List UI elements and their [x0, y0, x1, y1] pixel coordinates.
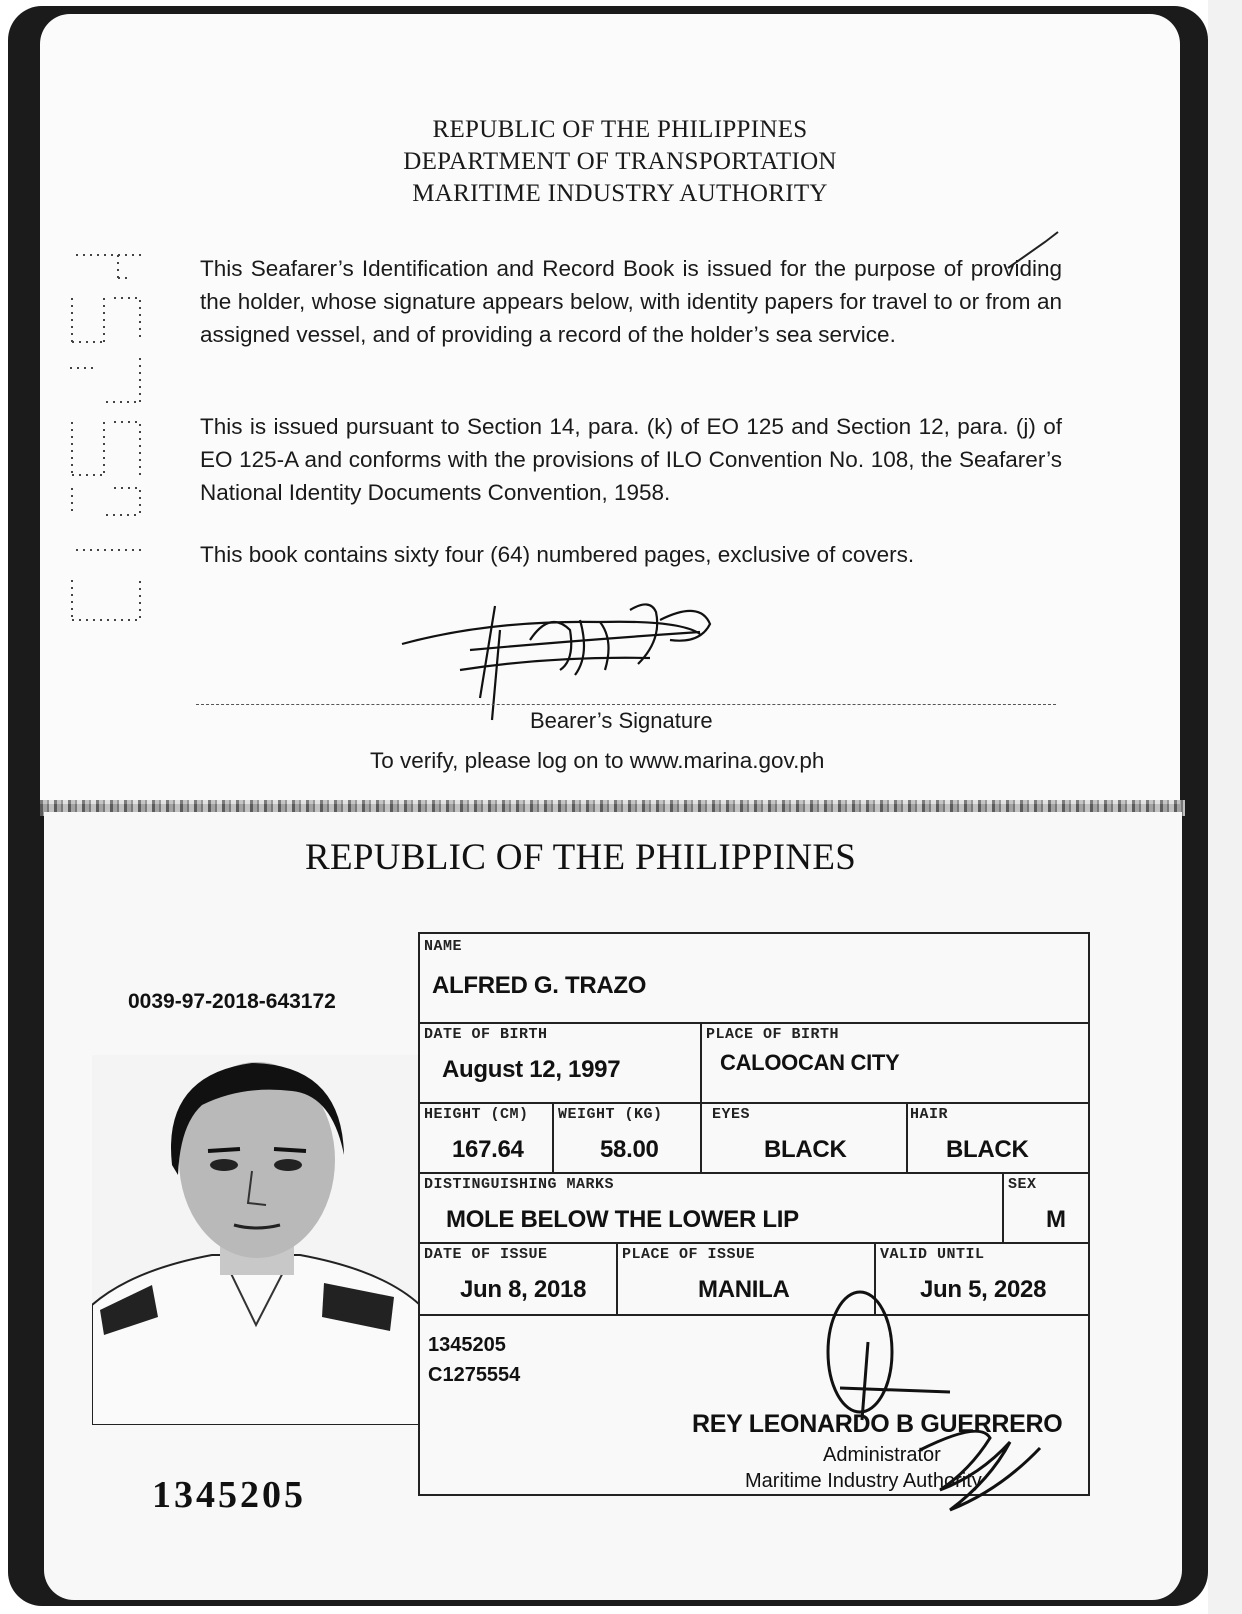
hair-value: BLACK — [946, 1136, 1029, 1163]
place-of-birth: CALOOCAN CITY — [720, 1050, 900, 1075]
issue-place-label: PLACE OF ISSUE — [622, 1246, 756, 1263]
weight-value: 58.00 — [600, 1136, 659, 1163]
height-label: HEIGHT (CM) — [424, 1106, 529, 1123]
height-value: 167.64 — [452, 1136, 524, 1163]
scan-edge — [1208, 0, 1242, 1614]
holder-photo — [92, 1055, 420, 1425]
name-label: NAME — [424, 938, 463, 955]
dob-label: DATE OF BIRTH — [424, 1026, 548, 1043]
pob-label: PLACE OF BIRTH — [706, 1026, 840, 1043]
distinguishing-marks: MOLE BELOW THE LOWER LIP — [446, 1206, 799, 1233]
marks-label: DISTINGUISHING MARKS — [424, 1176, 615, 1193]
weight-label: WEIGHT (KG) — [558, 1106, 663, 1123]
page-count-paragraph: This book contains sixty four (64) numbered pages, exclusive of covers. — [200, 542, 915, 567]
purpose-paragraph: This Seafarer’s Identification and Record Book is issued for the purpose of providing the holder, whose signature appears below, with identity papers for travel to or from an assigned vessel, and of providing a record of the holder’s sea service. — [200, 256, 1062, 347]
official-name: REY LEONARDO B GUERRERO — [692, 1410, 1063, 1438]
official-title: Administrator — [823, 1444, 941, 1466]
book-number: 1345205 — [152, 1474, 306, 1516]
perforation-pattern — [66, 250, 150, 640]
valid-until-label: VALID UNTIL — [880, 1246, 985, 1263]
sex-value: M — [1046, 1206, 1066, 1233]
seafarer-number: 0039-97-2018-643172 — [128, 990, 336, 1013]
bottom-page-title: REPUBLIC OF THE PHILIPPINES — [305, 837, 857, 878]
issue-date-label: DATE OF ISSUE — [424, 1246, 548, 1263]
hair-label: HAIR — [910, 1106, 949, 1123]
header-republic: REPUBLIC OF THE PHILIPPINES — [432, 116, 808, 143]
reference-number-1: 1345205 — [428, 1334, 506, 1356]
legal-basis-paragraph: This is issued pursuant to Section 14, para. (k) of EO 125 and Section 12, para. (j) of EO 125-A and conforms with the provisions of ILO Convention No. 108, the Seafarer’s National Identity Documents Convention, 1958. — [200, 414, 1062, 505]
sex-label: SEX — [1008, 1176, 1037, 1193]
date-of-birth: August 12, 1997 — [442, 1056, 621, 1083]
reference-number-2: C1275554 — [428, 1364, 521, 1386]
date-of-issue: Jun 8, 2018 — [460, 1276, 587, 1303]
place-of-issue: MANILA — [698, 1276, 790, 1303]
holder-name: ALFRED G. TRAZO — [432, 972, 647, 999]
official-signature — [820, 1270, 1050, 1540]
signature-line — [196, 704, 1056, 705]
official-organization: Maritime Industry Authority — [745, 1470, 982, 1492]
eyes-value: BLACK — [764, 1136, 847, 1163]
valid-until: Jun 5, 2028 — [920, 1276, 1047, 1303]
header-authority: MARITIME INDUSTRY AUTHORITY — [412, 180, 828, 207]
header-department: DEPARTMENT OF TRANSPORTATION — [403, 148, 837, 175]
bearer-signature-label: Bearer’s Signature — [530, 708, 713, 733]
eyes-label: EYES — [712, 1106, 751, 1123]
verify-text: To verify, please log on to www.marina.gov.ph — [370, 748, 825, 773]
